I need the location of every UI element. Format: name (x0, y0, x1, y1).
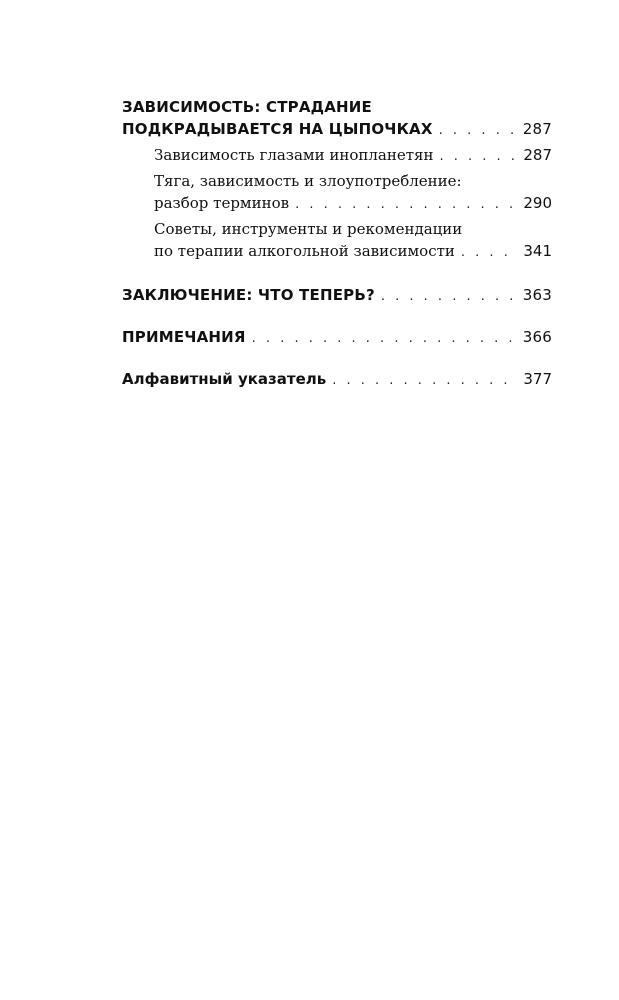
toc-entry-line (122, 98, 552, 120)
toc-page-number: 287 (523, 146, 552, 164)
dot-leader (439, 123, 517, 138)
toc-page-number: 377 (523, 370, 552, 388)
toc-entry-title: разбор терминов (154, 194, 290, 212)
toc-entry-title: по терапии алкогольной зависимости (154, 242, 455, 260)
toc-entry-line (122, 370, 552, 392)
toc-entry-title: ЗАКЛЮЧЕНИЕ: ЧТО ТЕПЕРЬ? (122, 286, 375, 304)
toc-entry-line (122, 328, 552, 350)
toc-entry-title: Советы, инструменты и рекомендации (154, 220, 463, 238)
toc-entry-title: Алфавитный указатель (122, 370, 327, 388)
toc-page-number: 363 (522, 286, 552, 304)
toc-entry-addiction-section[interactable] (122, 98, 552, 142)
dot-leader (252, 331, 517, 346)
toc-page-number: 287 (522, 120, 552, 138)
toc-entry-line (154, 146, 552, 168)
toc-entry-conclusion[interactable] (122, 286, 552, 308)
dot-leader (381, 289, 517, 304)
toc-entry-index[interactable] (122, 370, 552, 392)
toc-entry-line (154, 172, 552, 194)
dot-leader (439, 149, 517, 164)
toc-entry-line (154, 220, 552, 242)
toc-entry-line (154, 194, 552, 216)
toc-entry-title: ПРИМЕЧАНИЯ (122, 328, 246, 346)
dot-leader (332, 373, 517, 388)
toc-entry-line (122, 120, 552, 142)
toc-entry-title: Тяга, зависимость и злоупотребление: (154, 172, 462, 190)
toc-entry-therapy[interactable] (122, 220, 552, 264)
toc-entry-terms[interactable] (122, 172, 552, 216)
toc-entry-title: ПОДКРАДЫВАЕТСЯ НА ЦЫПОЧКАХ (122, 120, 433, 138)
toc-entry-notes[interactable] (122, 328, 552, 350)
toc-page-number: 341 (523, 242, 552, 260)
toc-page-number: 366 (522, 328, 552, 346)
toc-page-number: 290 (523, 194, 552, 212)
toc-entry-title: Зависимость глазами инопланетян (154, 146, 434, 164)
toc-entry-title: ЗАВИСИМОСТЬ: СТРАДАНИЕ (122, 98, 372, 116)
table-of-contents (122, 98, 552, 392)
toc-entry-line (122, 286, 552, 308)
toc-entry-aliens[interactable] (122, 146, 552, 168)
dot-leader (461, 245, 517, 260)
dot-leader (295, 197, 517, 212)
toc-entry-line (154, 242, 552, 264)
